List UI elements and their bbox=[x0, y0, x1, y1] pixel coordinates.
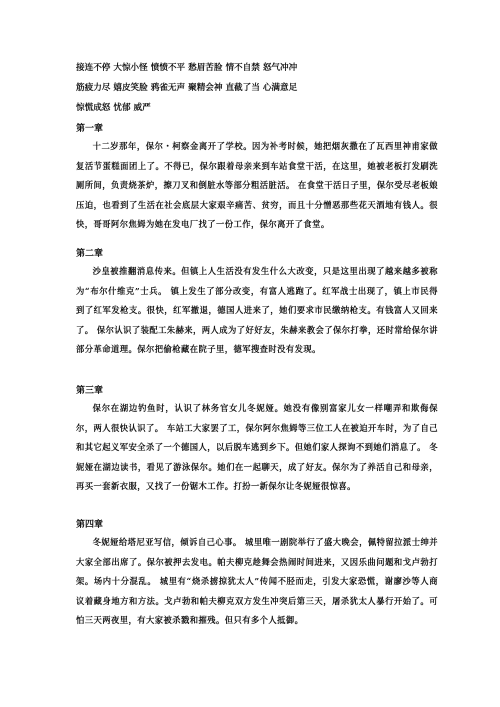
vocab-line-1: 接连不停 大惊小怪 愤愤不平 愁眉苦脸 情不自禁 怒气冲冲 bbox=[76, 63, 298, 73]
chapter-1-title: 第一章 bbox=[76, 124, 104, 134]
chapter-4-body: 冬妮娅给塔尼亚写信，倾诉自己心事。 城里唯一剧院举行了盛大晚会，佩特留拉派士绅并大家全部出席了。保尔被押去发电。帕夫柳克趁舞会热闹时间进来，又因乐曲问题和戈卢勃打架。场内十分混乱。 城里有“烧杀掳掠犹太人”传闻不胫而走，引发大家恐慌，谢廖沙等人商议着藏身地方和方法。戈卢勃和帕夫柳克双方发生冲突后第三天，屠杀犹太人暴行开始了。可怕三天两夜里，有大家被杀戮和摧残。但只有多个人抵御。 bbox=[76, 537, 438, 626]
chapter-3-title: 第三章 bbox=[76, 386, 104, 396]
chapter-2-body: 沙皇被推翻消息传来。但镇上人生活没有发生什么大改变，只是这里出现了越来越多被称为“布尔什维克”士兵。 镇上发生了部分改变，有富人逃跑了。红军战士出现了，镇上市民得到了红军发枪支。很快，红军撤退，德国人进来了，她们要求市民缴纳枪支。有钱富人又回来了。 保尔认识了装配工朱赫来，两人成为了好好友，朱赫来教会了保尔打拳，还时常给保尔讲部分革命道理。保尔把偷枪藏在院子里，德军搜查时没有发现。 bbox=[76, 266, 438, 355]
chapter-4-title: 第四章 bbox=[76, 520, 104, 530]
vocab-line-3: 惊慌成怒 忧郁 威严 bbox=[76, 103, 151, 113]
chapter-3-body: 保尔在湖边钓鱼时，认识了林务官女儿冬妮娅。她没有像别富家儿女一样嘲弄和欺侮保尔，两人很快认识了。 车站工大家罢了工，保尔阿尔焦姆等三位工人在被迫开车时，为了自己和其它起义军安全杀了一个德国人，以后脱车逃到乡下。但她们家人探询不到她们消息了。 冬妮娅在湖边读书，看见了游泳保尔。她们在一起聊天，成了好友。保尔为了养活自己和母亲，再买一套新衣服，又找了一份锯木工作。打扮一新保尔让冬妮娅很惊喜。 bbox=[76, 403, 438, 492]
chapter-2-title: 第二章 bbox=[76, 249, 104, 259]
chapter-1-body: 十二岁那年，保尔・柯察金离开了学校。因为补考时候，她把烟灰撒在了瓦西里神甫家做复活节蛋糕面团上了。不得已，保尔跟着母亲来到车站食堂干活，在这里，她被老板打发刷洗厕所间，负责烧茶炉，擦刀叉和倒脏水等部分粗活脏活。 在食堂干活日子里，保尔受尽老板娘压迫，也看到了生活在社会底层大家艰辛痛苦、贫穷，而且十分憎恶那些花天酒地有钱人。很快，哥哥阿尔焦姆为她在发电厂找了一份工作，保尔离开了食堂。 bbox=[76, 141, 438, 230]
vocab-line-2: 筋疲力尽 嬉皮笑脸 鸦雀无声 聚精会神 直截了当 心满意足 bbox=[76, 83, 298, 93]
